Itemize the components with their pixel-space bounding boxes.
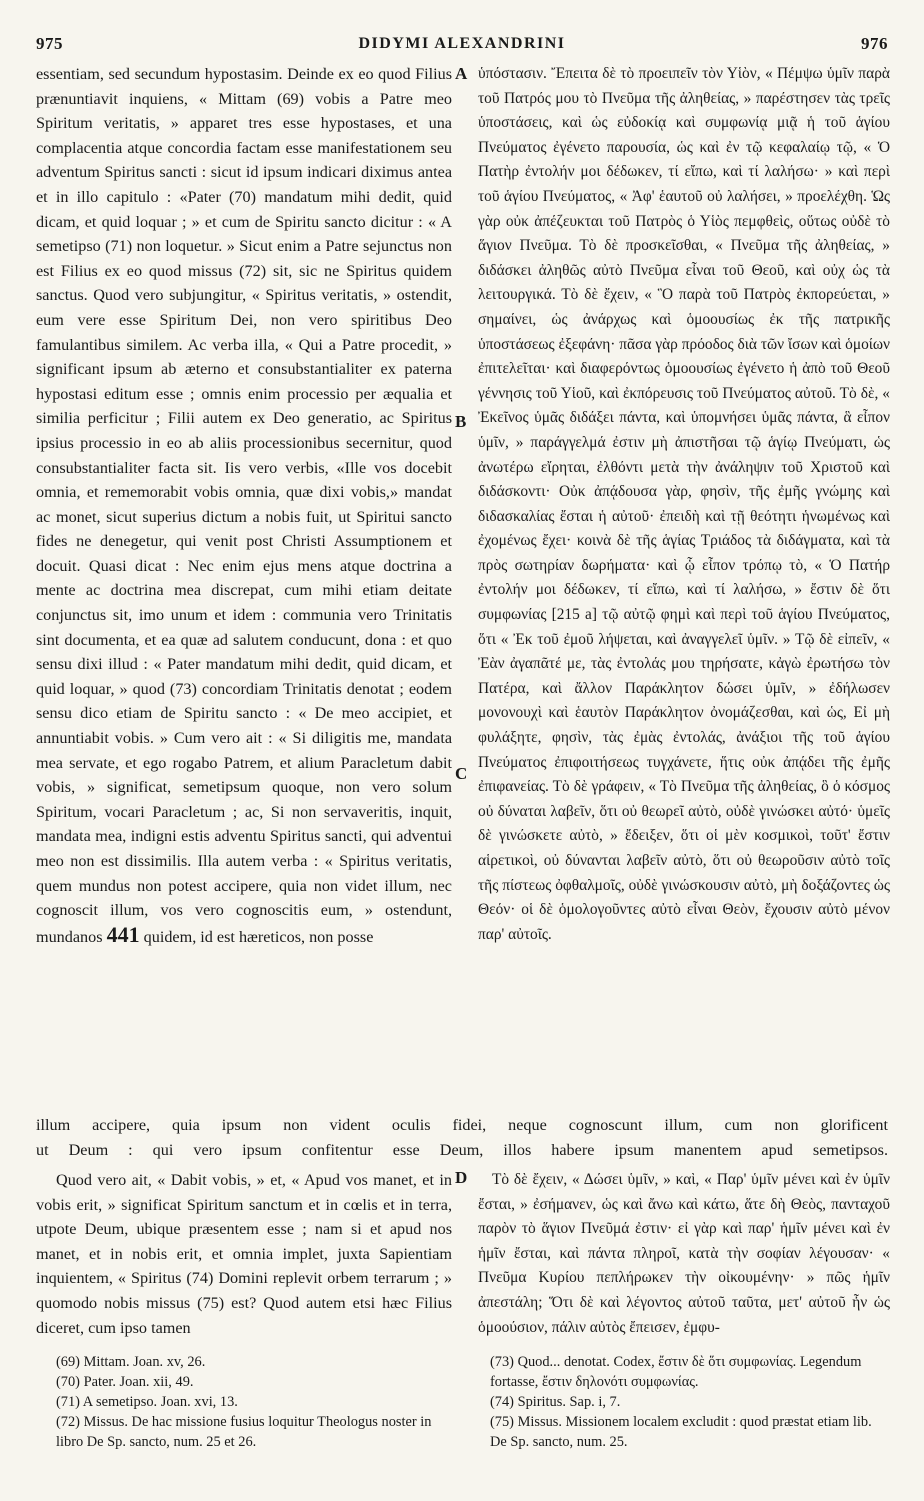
page-number-left: 975 [36,34,63,53]
latin-text-2: Quod vero ait, « Dabit vobis, » et, « Apud vos manet, et in vobis erit, » significat Spiritum sanctum et in cœlis et in terra, utpote Deum, ubique præsentem esse ; nam si et apud nos manet, et in nobis erit, et omnia implet, juxta Sapientiam inquientem, « Spiritus (74) Domini replevit orbem terrarum ; » quomodo nobis missus (75) est? Quod autem etsi hæc Filius diceret, cum ipso tamen [36,1171,452,1337]
greek-text: ὑπόστασιν. Ἔπειτα δὲ τὸ προειπεῖν τὸν Υἱὸν, « Πέμψω ὑμῖν παρὰ τοῦ Πατρός μου τὸ Πνεῦμα τῆς ἀληθείας, » παρέστησεν τὰς τρεῖς ὑποστάσεις, καὶ ὡς εὐδοκίᾳ καὶ συμφωνίᾳ μιᾷ ἡ τοῦ ἁγίου Πνεύματος ἐγένετο παρουσία, ὡς καὶ ἐν τῷ κεφαλαίῳ τῷ, « Ὁ Πατὴρ ἐντολήν μοι δέδωκεν, τί εἴπω, καὶ τί λαλήσω· » καὶ περὶ τοῦ ἁγίου Πνεύματος, « Ἀφ' ἑαυτοῦ οὐ λαλήσει, » προελέχθη. Ὡς γὰρ οὐκ ἀπέζευκται τοῦ Πατρὸς ὁ Υἱὸς πεμφθεὶς, οὕτως οὐδὲ τὸ ἅγιον Πνεῦμα. Τὸ δὲ προσκεῖσθαι, « Πνεῦμα τῆς ἀληθείας, » διδάσκει ἀληθῶς αὐτὸ Πνεῦμα εἶναι τοῦ Θεοῦ, καὶ οὐχ ὡς τὰ λειτουργικά. Τὸ δὲ ἔχειν, « Ὃ παρὰ τοῦ Πατρὸς ἐκπορεύεται, » σημαίνει, ὡς ἀνάρχως καὶ ὁμοουσίως ἐκ τῆς πατρικῆς ὑποστάσεως ἐξεφάνη· πᾶσα γὰρ πρόοδος διὰ τῶν ἴσων καὶ ὁμοίων ἐπιτελεῖται· καὶ διαφερόντως ὁμοουσίως ἐγένετο ἡ ἀπὸ τοῦ Θεοῦ γέννησις τοῦ Υἱοῦ, καὶ ἐκπόρευσις τοῦ Πνεύματος αὐτοῦ. Τὸ δὲ, « Ἐκεῖνος ὑμᾶς διδάξει πάντα, καὶ ὑπομνήσει ὑμᾶς πάντα, ἃ εἶπον ὑμῖν, » παράγγελμά ἐστιν μὴ ἀπιστῆσαι τῷ ἁγίῳ Πνεύματι, ὡς ἀνωτέρω εἴρηται, ἐλθόντι μετὰ τὴν ἀνάληψιν τοῦ Χριστοῦ καὶ διδάσκοντι· Οὐκ ἀπᾴδουσα γὰρ, φησὶν, τῆς ἐμῆς γνώμης καὶ διδασκαλίας ἔσται ἡ αὐτοῦ· ἐπειδὴ καὶ τῇ θεότητι ἡνωμένως καὶ ἐχομένως ἔχει· κοινὰ δὲ τῆς ἁγίας Τριάδος τὰ διδάγματα, καὶ τὰ πρὸς σωτηρίαν δωρήματα· καὶ ᾧ εἶπον τρόπῳ τὸ, « Ὁ Πατήρ ἐντολήν μοι δέδωκεν, τί εἴπω, καὶ τί λαλήσω, » ἔστιν δὲ ὅτι συμφωνίας [215 a] τῷ αὐτῷ φημὶ καὶ περὶ τοῦ ἁγίου Πνεύματος, ὅτι « Ἐκ τοῦ ἐμοῦ λήψεται, καὶ ἀναγγελεῖ ὑμῖν. » Τῷ δὲ εἰπεῖν, « Ἐὰν ἀγαπᾶτέ με, τὰς ἐντολάς μου τηρήσατε, κἀγὼ ἐρωτήσω τὸν Πατέρα, καὶ ἄλλον Παράκλητον δώσει ὑμῖν, » ἐδήλωσεν μονονουχὶ καὶ ἑαυτὸν Παράκλητον ὀνομάζεσθαι, καὶ ὡς, Εἰ μὴ φυλάξητε, φησὶν, τὰς ἐμὰς ἐντολάς, ἀνάξιοι τῆς τοῦ ἁγίου Πνεύματος ἐπιφοιτήσεως τυγχάνετε, ἥτις οὐκ ἀπᾴδει τῆς ἐμῆς ἐπιφανείας. Τὸ δὲ γράφειν, « Τὸ Πνεῦμα τῆς ἀληθείας, ὃ ὁ κόσμος οὐ δύναται λαβεῖν, ὅτι οὐ θεωρεῖ αὐτὸ, οὐδὲ γινώσκει αὐτό· ὑμεῖς δὲ γινώσκετε αὐτὸ, » ἔδειξεν, ὅτι οἱ μὲν κοσμικοὶ, τοῦτ' ἔστιν αἱρετικοὶ, οὐ δύνανται λαβεῖν αὐτὸ, ὅτι οὐ θεωροῦσιν αὐτὸ τοῖς τῆς πίστεως ὀφθαλμοῖς, οὐδὲ γινώσκουσιν αὐτὸ, μὴ δοξάζοντες ὡς Θεόν· οἱ δὲ ὁμολογοῦντες αὐτὸ εἶναι Θεὸν, ἔχουσιν αὐτὸ μένον παρ' αὐτοῖς. [478,65,890,943]
footnote: (73) Quod... denotat. Codex, ἔστιν δὲ ὅτι συμφωνίας. Legendum fortasse, ἔστιν δηλονότι συμφωνίας. [490,1354,862,1390]
page-number-right: 976 [860,34,888,53]
running-title: DIDYMI ALEXANDRINI [358,35,566,52]
footnotes-right [490,1352,890,1452]
margin-letter-c: C [455,764,468,783]
full-width-line-1: illum accipere, quia ipsum non vident oculis fidei, neque cognoscunt illum, cum non glorificent [36,1116,888,1134]
footnote: (71) A semetipso. Joan. xvi, 13. [56,1394,238,1410]
footnote: (74) Spiritus. Sap. i, 7. [490,1394,621,1410]
column-number: 441 [106,921,140,947]
latin-column [36,62,452,1110]
page-header [36,32,888,56]
footnote: (70) Pater. Joan. xii, 49. [56,1374,194,1390]
latin-text: essentiam, sed secundum hypostasim. Deinde ex eo quod Filius prænuntiavit inquiens, « Mittam (69) vobis a Patre meo Spiritum veritatis, » apparet tres esse hypostases, et una complacentia atque concordia factam esse manifestationem seu adventum Spiritus sancti : sicut id ipsum indicari diximus antea et in illo capitulo : «Pater (70) mandatum mihi dedit, quid dicam, et quid loquar ; » et cum de Spiritu sancto dicitur : « A semetipso (71) non loquetur. » Sicut enim a Patre sejunctus non est Filius ex eo quod missus (72) sit, sic ne Spiritus quidem sanctus. Quod vero subjungitur, « Spiritus veritatis, » ostendit, eum vere esse Spiritum Dei, non vero spiritibus Deo famulantibus similem. Ac verba illa, « Qui a Patre procedit, » significant ipsum ab æterno et consubstantialiter ex paterna hypostasi editum esse ; omnis enim processio per æqualia et similia perficitur ; Filii autem ex Deo generatio, ac Spiritus ipsius processio in eo ab aliis processionibus secernitur, quod consubstantialiter facta sit. Iis vero verbis, «Ille vos docebit omnia, et rememorabit vobis omnia, quæ dixi vobis,» mandat ac monet, sicut superius dictum a nobis fuit, ut Spiritui sancto fides ne denegetur, qui venit post Christi Assumptionem et docuit. Quasi dicat : Nec enim ejus mens atque doctrina a mente ac doctrina mea discrepat, cum mihi etiam deitate conjunctus sit, imo unum et idem : communia vero Trinitatis sint documenta, et ea quæ ad salutem conducunt, dona : et quo sensu dixi illud : « Pater mandatum mihi dedit, quid dicam, et quid loquar, » quod (73) concordiam Trinitatis denotat ; eodem sensu dico etiam de Spiritu sancto : « De meo accipiet, et annuntiabit vobis. » Cum vero ait : « Si diligitis me, mandata mea servate, et ego rogabo Patrem, et alium Paracletum dabit vobis, » significat, semetipsum quoque, non vero solum Spiritum, vocari Paracletum ; ac, Si non servaveritis, inquit, mandata mea, indigni estis adventu Spiritus sancti, qui adventui meo non est dissimilis. Illa autem verba : « Spiritus veritatis, quem mundus non potest accipere, quia non videt illum, nec cognoscit illum, vos vero cognoscitis eum, » ostendunt, mundanos 441 quidem, id est hæreticos, non posse [36,65,452,947]
footnote: (72) Missus. De hac missione fusius loquitur Theologus noster in libro De Sp. sancto, num. 25 et 26. [56,1414,432,1450]
footnote: (75) Missus. Missionem localem excludit : quod præstat etiam lib. De Sp. sancto, num. 25. [490,1414,872,1450]
footnote: (69) Mittam. Joan. xv, 26. [56,1354,206,1370]
margin-letter-d: D [455,1168,468,1187]
latin-column-2 [36,1168,452,1348]
margin-letter-b: B [455,412,467,431]
full-width-line-2: ut Deum : qui vero ipsum confitentur esse Deum, illos habere ipsum manentem apud semetipsos. [36,1141,888,1159]
margin-letter-a: A [455,64,468,83]
greek-text-2: Τὸ δὲ ἔχειν, « Δώσει ὑμῖν, » καὶ, « Παρ' ὑμῖν μένει καὶ ἐν ὑμῖν ἔσται, » ἐσήμανεν, ὡς καὶ ἄνω καὶ κάτω, ἅτε δὴ Θεὸς, πανταχοῦ παρὸν τὸ ἅγιον Πνεῦμά ἐστιν· εἰ γὰρ καὶ παρ' ἡμῖν μένει καὶ ἐν ἡμῖν ἔσται, καὶ πάντα πληροῖ, κατὰ τὴν σοφίαν λέγουσαν· « Πνεῦμα Κυρίου πεπλήρωκεν τὴν οἰκουμένην· » πῶς ἡμῖν ἀπεστάλη; Ὅτι δὲ καὶ λέγοντος αὐτοῦ ταῦτα, μετ' αὐτοῦ ἦν ὡς ὁμοούσιον, πάλιν αὐτὸς ἔπεισεν, ἐμφυ- [478,1171,890,1336]
footnotes-left [56,1352,456,1452]
greek-column-2 [478,1168,890,1348]
greek-column [478,62,890,1110]
